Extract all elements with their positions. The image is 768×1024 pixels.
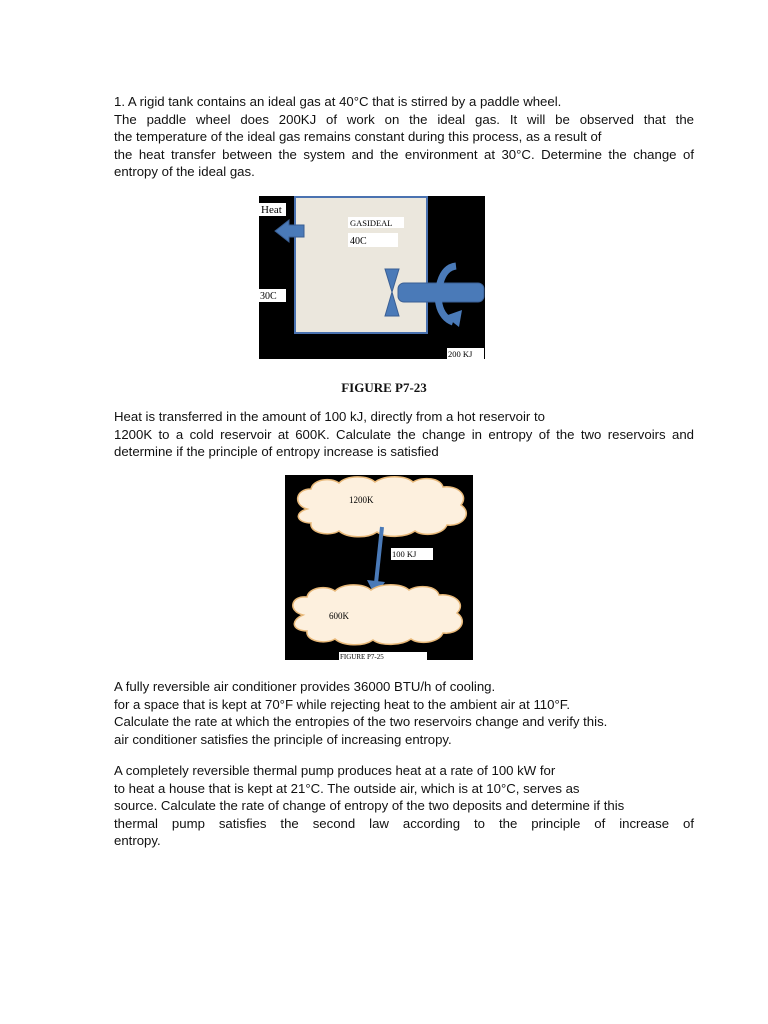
problem-3-text <box>114 678 694 748</box>
text-line: the heat transfer between the system and the environment at 30°C. Determine the change of <box>114 146 694 162</box>
work-label: 200 KJ <box>448 349 473 359</box>
problem-4-text <box>114 762 694 850</box>
text-line: Heat is transferred in the amount of 100 kJ, directly from a hot reservoir to <box>114 409 545 424</box>
heat-amount-label: 100 KJ <box>392 549 417 559</box>
text-line: to heat a house that is kept at 21°C. The outside air, which is at 10°C, serves as <box>114 780 580 796</box>
text-line: for a space that is kept at 70°F while rejecting heat to the ambient air at 110°F. <box>114 696 570 712</box>
gas-label: GASIDEAL <box>350 218 393 228</box>
text-line: 1200K to a cold reservoir at 600K. Calculate the change in entropy of the two reservoirs and <box>114 426 694 442</box>
problem-2-text <box>114 408 694 461</box>
figure-2-caption: FIGURE P7-25 <box>340 653 384 660</box>
text-line: thermal pump satisfies the second law according to the principle of increase of <box>114 815 694 831</box>
text-line: the temperature of the ideal gas remains constant during this process, as a result of <box>114 129 602 145</box>
cold-reservoir-cloud <box>293 585 462 645</box>
heat-label: Heat <box>261 204 282 216</box>
figure-reservoirs <box>285 475 473 660</box>
temp-outside-label: 30C <box>260 291 277 302</box>
text-line: Calculate the rate at which the entropies of the two reservoirs change and verify this. <box>114 714 608 730</box>
figure-1-caption: FIGURE P7-23 <box>341 380 427 395</box>
cold-reservoir-label: 600K <box>329 611 349 621</box>
text-line: entropy of the ideal gas. <box>114 164 255 180</box>
temp-inside-label: 40C <box>350 236 367 247</box>
text-line: The paddle wheel does 200KJ of work on the ideal gas. It will be observed that the <box>114 111 694 127</box>
figure-tank-paddle-wheel <box>259 196 485 359</box>
text-line: determine if the principle of entropy increase is satisfied <box>114 444 439 460</box>
text-line: A fully reversible air conditioner provides 36000 BTU/h of cooling. <box>114 679 496 694</box>
text-line: air conditioner satisfies the principle of increasing entropy. <box>114 731 452 747</box>
text-line: source. Calculate the rate of change of entropy of the two deposits and determine if this <box>114 798 625 814</box>
text-line: 1. A rigid tank contains an ideal gas at 40°C that is stirred by a paddle wheel. <box>114 94 562 109</box>
text-line: entropy. <box>114 833 161 849</box>
hot-reservoir-label: 1200K <box>349 495 374 505</box>
text-line: A completely reversible thermal pump produces heat at a rate of 100 kW for <box>114 763 556 778</box>
problem-1-text <box>114 93 694 181</box>
